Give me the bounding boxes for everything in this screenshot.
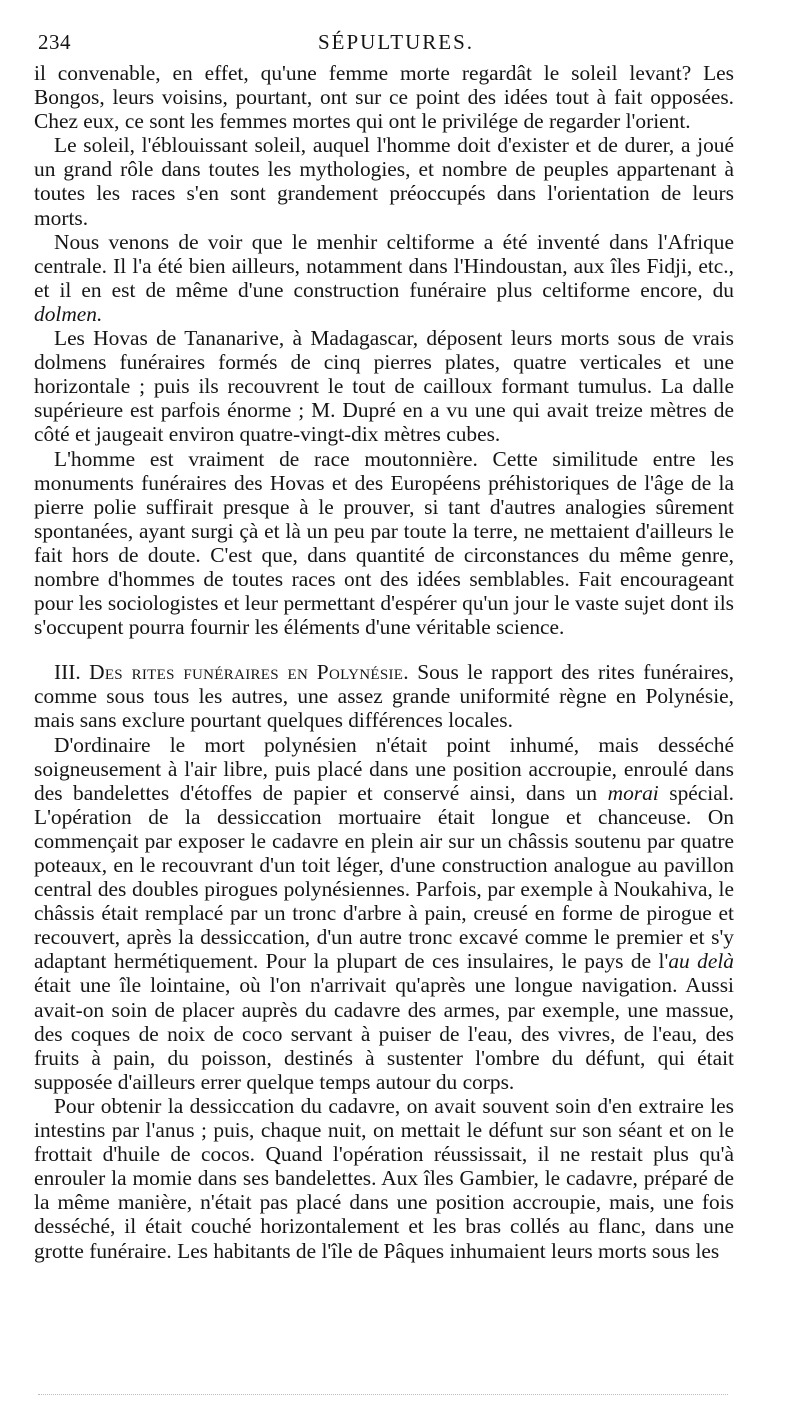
footer-rule: [38, 1394, 728, 1395]
section-title: Des rites funéraires en Polynésie.: [89, 660, 409, 685]
paragraph-1: il convenable, en effet, qu'une femme morte regardât le soleil levant? Les Bongos, leurs voisins, pourtant, ont sur ce point des idées tout à fait opposées. Chez eux, ce sont les femmes mortes qui ont le privilége de regarder l'orient.: [34, 61, 734, 134]
paragraph-3: [34, 230, 734, 326]
paragraph-3-text: Nous venons de voir que le menhir celtiforme a été inventé dans l'Afrique centrale. Il l'a été bien ailleurs, notamment dans l'Hindoustan, aux îles Fidji, etc., et il en est de même d'une construction funéraire plus celtiforme encore, du: [34, 229, 734, 302]
section-paragraph-1-part-c: était une île lointaine, où l'on n'arrivait qu'après une longue navigation. Aussi avait-on soin de placer auprès du cadavre des armes, par exemple, une massue, des coques de noix de coco servant à puiser de l'eau, des vivres, de l'eau, des fruits à pain, du poisson, destinés à sustenter l'ombre du défunt, qui était supposée d'ailleurs errer quelque temps autour du corps.: [34, 973, 734, 1094]
morai-emphasis: morai: [607, 780, 659, 805]
body-text: [34, 61, 734, 1263]
au-dela-emphasis: au delà: [668, 949, 735, 974]
section-paragraph-1-part-a: D'ordinaire le mort polynésien n'était point inhumé, mais desséché soigneusement à l'air libre, puis placé dans une position accroupie, enroulé dans des bandelettes d'étoffes de papier et conservé ainsi, dans un: [34, 732, 734, 805]
dolmen-emphasis: dolmen.: [34, 301, 103, 326]
page-number: 234: [38, 30, 71, 54]
running-title: SÉPULTURES.: [317, 30, 474, 54]
section-paragraph-1-part-b: spécial. L'opération de la dessiccation mortuaire était longue et chanceuse. On commençait par exposer le cadavre en plein air sur un châssis soutenu par quatre poteaux, en le recouvrant d'un toit léger, d'une construction analogue au pavillon central des doubles pirogues polynésiennes. Parfois, par exemple à Noukahiva, le châssis était remplacé par un tronc d'arbre à pain, creusé en forme de pirogue et recouvert, après la dessiccation, d'un autre tronc excavé comme le premier et s'y adaptant hermétiquement. Pour la plupart de ces insulaires, le pays de l': [34, 780, 734, 974]
section-paragraph-2: Pour obtenir la dessiccation du cadavre, on avait souvent soin d'en extraire les intestins par l'anus ; puis, chaque nuit, on mettait le défunt sur son séant et on le frottait d'huile de cocos. Quand l'opération réussissait, il ne restait plus qu'à enrouler la momie dans ses bandelettes. Aux îles Gambier, le cadavre, préparé de la même manière, n'était pas placé dans une position accroupie, mais, une fois desséché, il était couché horizontalement et les bras collés au flanc, dans une grotte funéraire. Les habitants de l'île de Pâques inhumaient leurs morts sous les: [34, 1093, 734, 1263]
section-number: III.: [54, 660, 81, 685]
section-paragraph-1: [34, 733, 734, 1094]
section-lead: Sous le rapport des rites funéraires, comme sous tous les autres, une assez grande uniformité règne en Polynésie, mais sans exclure pourtant quelques différences locales.: [34, 660, 734, 733]
section-heading-paragraph: [34, 660, 734, 732]
paragraph-4: Les Hovas de Tananarive, à Madagascar, déposent leurs morts sous de vrais dolmens funéraires formés de cinq pierres plates, quatre verticales et une horizontale ; puis ils recouvrent le tout de cailloux formant tumulus. La dalle supérieure est parfois énorme ; M. Dupré en a vu une qui avait treize mètres de côté et jaugeait environ quatre-vingt-dix mètres cubes.: [34, 326, 734, 447]
paragraph-5: L'homme est vraiment de race moutonnière. Cette similitude entre les monuments funéraires des Hovas et des Européens préhistoriques de l'âge de la pierre polie suffirait presque à le prouver, si tant d'autres analogies sûrement spontanées, ayant surgi çà et là un peu par toute la terre, ne mettaient d'ailleurs le fait hors de doute. C'est que, dans quantité de circonstances du même genre, nombre d'hommes de toutes races ont des idées semblables. Fait encourageant pour les sociologistes et leur permettant d'espérer qu'un jour le vaste sujet dont ils s'occupent pourra fournir les éléments d'une véritable science.: [34, 446, 734, 640]
paragraph-2: Le soleil, l'éblouissant soleil, auquel l'homme doit d'exister et de durer, a joué un grand rôle dans toutes les mythologies, et nombre de peuples appartenant à toutes les races s'en sont grandement préoccupés dans l'orientation de leurs morts.: [34, 133, 734, 230]
page-header: [38, 30, 754, 56]
